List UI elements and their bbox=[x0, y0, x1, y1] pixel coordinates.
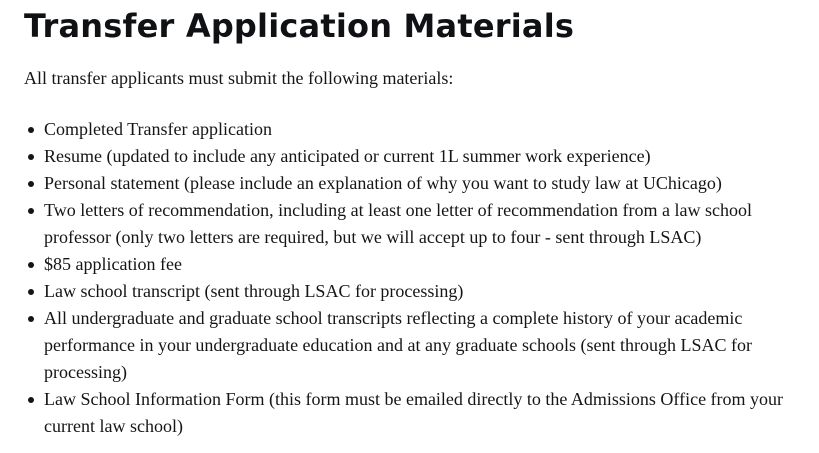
list-item-text: Personal statement (please include an explanation of why you want to study law at UChicago) bbox=[44, 173, 722, 193]
list-item bbox=[24, 143, 804, 170]
bullet-icon bbox=[28, 208, 34, 214]
list-item bbox=[24, 305, 804, 386]
page-title: Transfer Application Materials bbox=[24, 7, 575, 45]
intro-text: All transfer applicants must submit the following materials: bbox=[24, 68, 454, 88]
bullet-icon bbox=[28, 127, 34, 133]
list-item-text: $85 application fee bbox=[44, 254, 182, 274]
list-item-text: Law School Information Form (this form must be emailed directly to the Admissions Office from your current law school) bbox=[44, 389, 784, 436]
list-item bbox=[24, 197, 804, 251]
list-item-text: Law school transcript (sent through LSAC for processing) bbox=[44, 281, 464, 301]
bullet-icon bbox=[28, 289, 34, 295]
list-item bbox=[24, 386, 804, 440]
list-item-text: Two letters of recommendation, including at least one letter of recommendation from a law school professor (only two letters are required, but we will accept up to four - sent through LSAC) bbox=[44, 200, 753, 247]
bullet-icon bbox=[28, 154, 34, 160]
list-item bbox=[24, 278, 804, 305]
bullet-icon bbox=[28, 316, 34, 322]
list-item bbox=[24, 170, 804, 197]
bullet-icon bbox=[28, 262, 34, 268]
materials-list bbox=[24, 116, 804, 440]
list-item bbox=[24, 116, 804, 143]
list-item-text: Completed Transfer application bbox=[44, 119, 272, 139]
list-item bbox=[24, 251, 804, 278]
bullet-icon bbox=[28, 181, 34, 187]
list-item-text: Resume (updated to include any anticipated or current 1L summer work experience) bbox=[44, 146, 651, 166]
list-item-text: All undergraduate and graduate school transcripts reflecting a complete history of your academic performance in your undergraduate education and at any graduate schools (sent through LSAC for processing) bbox=[44, 308, 752, 382]
bullet-icon bbox=[28, 397, 34, 403]
